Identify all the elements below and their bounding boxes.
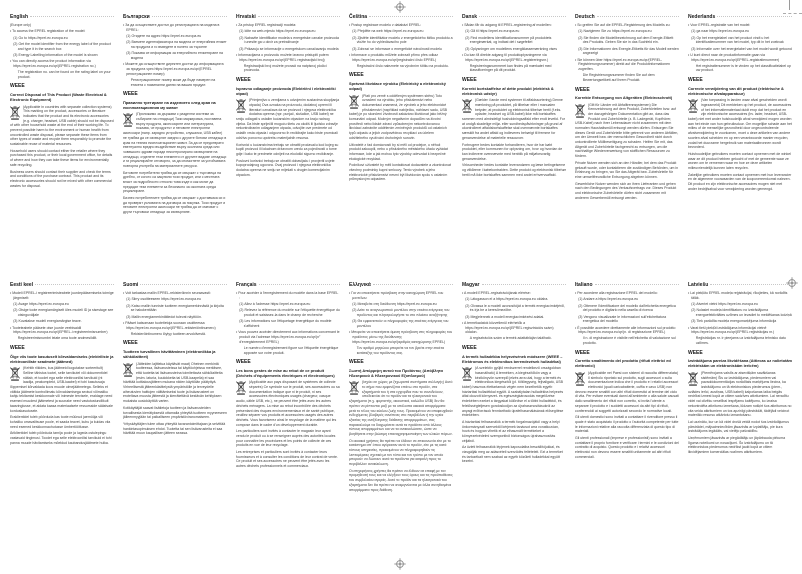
eprel-line: Registreringsnummeret kan findes på mærkatet med klassificeringer på dit produkt. bbox=[469, 63, 552, 73]
weee-title: Správná likvidace výrobku (Elektrický a elektronický odpad) bbox=[349, 80, 446, 92]
weee-title: Les bons gestes de mise au rebut de ce produit (Déchets d'équipements électriques et électroniques) bbox=[236, 367, 335, 378]
language-column bbox=[10, 282, 114, 447]
language-column bbox=[462, 14, 566, 179]
eprel-line: (3) Θα εμφανιστούν οι πληροφορίες της ετικέτας ενέργειας του μοντέλου bbox=[352, 319, 449, 328]
weee-title: Corretto smaltimento del prodotto (rifiuti elettrici ed elettronici) bbox=[575, 358, 671, 369]
eprel-section bbox=[349, 291, 453, 355]
eprel-line: (1) Отидете на адрес https://eprel.ec.europa.eu bbox=[126, 33, 202, 38]
weee-heading: WEEE bbox=[462, 77, 477, 84]
weee-heading: WEEE bbox=[123, 91, 138, 98]
weee-paragraph: Forbrugere bedes kontakte forhandleren, hvor de har købt produktet, eller kommunen for oplysning om, hvor og hvordan de kan indlevere ovennævnte med henblik på miljøforsvarlig genanvendelse. bbox=[462, 142, 563, 161]
eprel-line: (3) Die Informationen des Energie-Etiketts für das Modell werden angezeigt bbox=[578, 46, 679, 56]
registration-mark-bottom bbox=[394, 558, 406, 570]
weee-paragraph: Podnikoví uživatelé by měli kontaktovat dodavatele a zkontrolovat všechny podmínky kupní smlouvy. Tento výrobek a jeho elektronické příslušenství nesmí být likvidován spolu s ostatním průmyslovým odpadem. bbox=[349, 163, 451, 182]
weee-paragraph: Οι οικιακοί χρήστες θα πρέπει να έλθουν σε επικοινωνία είτε με το κατάστημα απ' όπου αγόρασαν αυτό το προϊόν, είτε με τις κατά τόπους υπηρεσίες, προκειμένου να πληροφορηθούν τις λεπτομέρειες σχετικά με τον τόπο και τον τρόπο με τον οποίο μπορούν να δώσουν αυτά τα προϊόντα για ασφαλή προς το περιβάλλον ανακύκλωση. bbox=[349, 438, 451, 467]
weee-title: Izstrādājuma pareiza likvidēšana (Attiecas uz nolietotām elektriskām un elektroniskām ierīcēm) bbox=[688, 358, 793, 369]
language-name-text: Français bbox=[236, 282, 257, 288]
eprel-line: Registracijski broj možete pronaći na natpisnoj pločici proizvoda. bbox=[243, 63, 327, 73]
weee-heading: WEEE bbox=[10, 345, 25, 352]
weee-heading: WEEE bbox=[349, 359, 364, 366]
eprel-line: • Sie können über https://eprel.ec.europa.eu/qr/(EPREL-Registrierungsnummer) direkt auf die Produktinformationen zugreifen. bbox=[575, 57, 671, 71]
language-column bbox=[123, 282, 227, 438]
eprel-section bbox=[462, 291, 566, 341]
weee-crossed-out-bin-icon bbox=[236, 99, 246, 113]
language-name bbox=[10, 14, 114, 20]
weee-heading: WEEE bbox=[462, 345, 477, 352]
language-column bbox=[688, 282, 792, 457]
weee-paragraph: Äriklientidel tuleb pöörduda tarnija poole ja lugeda ostulepingu vastavaid tingimusi. Toodet ega selle elektroonilisi tarvikuid ei tohi panna muude hävitamiseks mõeldud kaubandusjäätmete hulka. bbox=[10, 431, 112, 445]
eprel-line: Die Registrierungsnummer finden Sie auf dem Bewertungsetikett auf Ihrem Produkt. bbox=[582, 73, 655, 82]
eprel-line: • Vous pouvez accéder directement aux informations concernant le produit via l'adresse https://eprel.ec.europa.eu/qr/(n° d'enregistrement EPREL) bbox=[236, 330, 340, 344]
eprel-line: • Lai piekļūtu EPREL modeļa reģistrācijai, rīkojieties, kā norādīts tālāk. bbox=[688, 291, 788, 300]
weee-crossed-out-bin-icon bbox=[462, 367, 472, 381]
eprel-line: • Pour accéder à l'enregistrement du modèle dans la base EPREL : bbox=[236, 291, 339, 300]
weee-paragraph: Gli utenti professionali (imprese e professionisti) sono invitati a contattare il proprio fornitore e verificare i termini e le condizioni del contratto di acquisto. Questo prodotto e i relativi accessori elettronici non devono essere smaltiti unitamente ad altri rifiuti commerciali. bbox=[575, 435, 679, 459]
weee-heading: WEEE bbox=[236, 77, 251, 84]
eprel-line: (2) Op het energielabel van het product vindt u het identificatienummer van het model, typ dit in het zoekvak bbox=[691, 35, 784, 45]
weee-crossed-out-bin-icon bbox=[236, 381, 246, 395]
eprel-line: (3) Tiek parādīta modeļa energomarķējuma informācija bbox=[691, 319, 777, 324]
eprel-section bbox=[462, 23, 566, 73]
eprel-line: • Можете да осъществите директен достъп до информацията за продукта чрез https://eprel.ec.europa.eu/qr/(EPREL регистрационен номер) bbox=[123, 62, 224, 76]
eprel-line: (1) Μεταβείτε στη διεύθυνση https://eprel.ec.europa.eu bbox=[352, 301, 437, 306]
language-name-text: Suomi bbox=[123, 282, 139, 288]
weee-title: A termék hulladékba helyezésének módszere (WEEE – Elektromos és elektronikus berendezések hulladékai) bbox=[462, 353, 563, 364]
weee-paragraph: (Applicable aux pays disposant de systèmes de collecte séparés) Ce symbole sur le produit, ses accessoires ou sa documentation indique que ni le produit, ni ses accessoires électroniques usagés (chargeur, casque audio, câble USB, etc.), ne peuvent être jetés avec les autres déchets ménagers. La mise au rebut incontrôlée des déchets présentant des risques environnementaux et de santé publique, veuillez séparer vos produits et accessoires usagés des autres déchets. Vous favoriserez ainsi le recyclage de la matière qui les compose dans le cadre d'un développement durable. bbox=[236, 380, 340, 427]
language-name-text: Български bbox=[123, 14, 150, 20]
eprel-line: • Per accedere alla registrazione EPREL del modello: bbox=[575, 291, 658, 295]
weee-paragraph: (A szelektív gyűjtő rendszerrel rendelkező országokban használható) A terméken, a kiegészítőkön vagy a kézikönyvön szereplő jelzés arra utal, hogy a termék és elektronikus kiegészítői (pl. töltőegység, fejhallgató, USB kábel) hasznos élettartamuk végén nem kezelhetők egyéb háztartási hulladékkal együtt. A szabálytalan hulladékba helyezés által okozott környezet- és egészségkárosodás megelőzése érdekében ezeket a tárgyakat különítse el a többi hulladéktól, és felelősségteljesen gondoskodjon az újrahasznosításukról az anyagi erőforrások fenntartható újrafelhasználásának elősegítése érdekében. bbox=[462, 366, 564, 418]
weee-heading: WEEE bbox=[688, 349, 703, 356]
eprel-line: (3) Показва се информация за енергийното етикетиране на модела bbox=[126, 51, 224, 60]
eprel-line: Τον αριθμό μητρώου μπορείτε να τον βρείτε στην ετικέτα κατάταξης του προϊόντος σας. bbox=[356, 345, 444, 355]
eprel-line: (1) Siirry osoitteeseen https://eprel.ec.europa.eu bbox=[126, 297, 201, 302]
weee-paragraph: Бизнес потребителите трябва да се свържат с доставчика си и да проверят условията на договора за покупка. Този продукт и неговите електронни аксесоари не трябва да се смесват с други търговски отпадъци за изхвърляне. bbox=[123, 196, 226, 215]
weee-paragraph: (Jätteiden lajittelua käyttävät maat) Oheinen merkintä tuotteessa, lisävarusteissa tai käyttöohjeissa merkitsee, että tuotetta tai lisävarusteina toimitettavia sähkölaitteita (esim. laturia, kuulokkeita tai USB-kaapelia) ei saa hävittää kotitalousjätteen mukana niiden käyttöiän päätyttyä. Virheellisestä jätteenkäsittelystä ympäristölle ja terveydelle aiheutuvien haittojen välttämiseksi tuote ja lisävarusteet on eroteltava muusta jätteestä ja kierrätettävä kestävän kehityksen mukaista uusiokäyttöä varten. bbox=[123, 361, 223, 404]
eprel-section bbox=[688, 23, 792, 73]
eprel-line: Регистрационният номер може да бъде намерен на етикета с номинални данни на вашия продукт. bbox=[130, 77, 216, 87]
language-name-text: Hrvatski bbox=[236, 14, 256, 20]
language-row-1 bbox=[10, 14, 792, 217]
language-column bbox=[462, 282, 566, 466]
language-name bbox=[462, 282, 566, 288]
eprel-line: (2) Otsige toote energiamärgiselt üles mudeli ID ja sisestage see otsinguväljale bbox=[13, 308, 114, 317]
eprel-line: • Μπορείτε να αποκτήσετε άμεση πρόσβαση στις πληροφορίες του προϊόντος μέσω της διεύθυνσης https://eprel.ec.europa.eu/qr/(αριθμός καταχώρισης EPREL) bbox=[349, 330, 453, 344]
eprel-line: (3) Kuvatakse mudeli energiamärgise teave. bbox=[13, 319, 82, 324]
weee-body bbox=[349, 94, 453, 184]
weee-body bbox=[349, 380, 453, 494]
language-name-text: Ελληνικά bbox=[349, 282, 371, 288]
eprel-line: (2) Find modellens identifikationsnummer på produktets energimærkat, og indtast det i søgefeltet bbox=[465, 35, 552, 45]
eprel-line: Het registratienummer is te vinden op het classificatielabel op uw product. bbox=[695, 63, 791, 73]
eprel-line: (1) ga naar https://eprel.ec.europa.eu bbox=[691, 29, 749, 34]
weee-paragraph: Virksomheder bedes kontakte leverandøren og læse betingelserne og vilkårene i købekontrakten. Dette produkt og elektronisk tilbehør hertil må ikke bortskaffes sammen med andet erhvervsaffald. bbox=[462, 163, 566, 177]
eprel-section bbox=[236, 291, 340, 355]
weee-heading: WEEE bbox=[236, 359, 251, 366]
weee-paragraph: Poslovni korisnici trebaju se obratiti dobavljaču i provjeriti uvjete kupoprodajnog ugovora. Ovaj proizvod i njegova elektronička dodatna oprema ne smiju se miješati s drugim komercijalnim otpadom. bbox=[236, 158, 335, 177]
eprel-line: (2) Zjistěte identifikátor modelu z energetického štítku produktu a vložte ho do vyhledávacího pole bbox=[352, 35, 453, 45]
eprel-section bbox=[123, 23, 227, 87]
language-column bbox=[123, 14, 227, 217]
weee-crossed-out-bin-icon bbox=[575, 372, 585, 386]
language-name-text: Nederlands bbox=[688, 14, 716, 20]
weee-paragraph: Les entreprises et particuliers sont invités à contacter leurs fournisseurs et à consulter les conditions de leur contrat de vente. Ce produit et ses accessoires ne peuvent être jetés avec les autres déchets professionnels et commerciaux. bbox=[236, 450, 338, 469]
eprel-line: (1) Navigieren Sie zu https://eprel.ec.europa.eu bbox=[578, 29, 652, 34]
weee-paragraph: (Piemērojams valstīs ar atsevišķām savākšanas sistēmām) Šis uz izstrādājuma, piederumiem vai pavaddokumentācijas norādītais marķējums liecina, ka izstrādājumu un tā elektroniskos piederumus (piem., uzlādes ierīci, austiņas, USB kabeli) kalpošanas laika beigās nedrīkst izmest kopā ar citiem sadzīves atkritumiem. Lai neradītu videi vai cilvēku veselībai iespējamu kaitējumu, ko izraisa nekontrolēta atkritumu izmešana, lūdzam nošķirt šos atkritumus no cita veida atkritumiem un tos apzinīgi pārstrādāt, tādējādi veicinot materiālo resursu atkārtotu izmantošanu. bbox=[688, 371, 792, 418]
language-name-text: English bbox=[10, 14, 29, 20]
weee-crossed-out-bin-icon bbox=[10, 367, 20, 381]
language-column bbox=[575, 282, 679, 461]
weee-paragraph: (Gilt für Länder mit Abfalltrennsystemen) Die Kennzeichnung auf dem Produkt, Zubehörteilen bzw. auf der dazugehörigen Dokumentation gibt an, dass das Produkt und Zubehörteile (z. B. Ladegerät, Kopfhörer, USB-Kabel) nach ihrer Lebensdauer nicht zusammen mit dem normalen Haushaltsmüll entsorgt werden dürfen. Entsorgen Sie dieses Gerät und Zubehörteile bitte getrennt von anderen Abfällen, um der Umwelt bzw. der menschlichen Gesundheit nicht durch unkontrollierte Müllbeseitigung zu schaden. Helfen Sie mit, das Altgerät und Zubehörteile fachgerecht zu entsorgen, um die nachhaltige Wiederverwertung von stofflichen Ressourcen zu fördern. bbox=[575, 102, 679, 159]
eprel-line: (2) Вземете идентификатора на модела от енергийния етикет на продукта и го въведете в полето за търсене bbox=[126, 40, 227, 49]
weee-body bbox=[10, 105, 114, 191]
language-name-text: Italiano bbox=[575, 282, 593, 288]
language-column bbox=[236, 14, 340, 179]
language-name bbox=[575, 14, 679, 20]
weee-paragraph: (Platí pro země s odděleným systémem sběru) Toto označení na výrobku, jeho příslušenství nebo dokumentaci znamená, že výrobek a jeho elektronické příslušenství (například nabíječku, náhlavní sadu, USB kabel) je po skončení životnosti zakázáno likvidovat jako běžný komunální odpad. Možným negativním dopadům na životní prostředí nebo lidské zdraví způsobeným nekontrolovanou likvidací zabráníte oddělením zmíněných produktů od ostatních typů odpadu a jejich zodpovědnou recyklací za účelem udržitelného využívání druhotných surovin. bbox=[349, 93, 448, 140]
eprel-line: • Informace o produktu můžete zobrazit přímo přes odkaz https://eprel.ec.europa.eu/qr/(registrační číslo EPREL) bbox=[349, 52, 438, 62]
eprel-line: • Varat tieši piekļūt izstrādājuma informācijai vietnē https://eprel.ec.europa.eu/qr/(EPREL reģistrācijas nr.) bbox=[688, 325, 775, 335]
eprel-line: Registrační číslo naleznete na výrobním štítku na produktu. bbox=[356, 63, 449, 68]
language-row-2 bbox=[10, 282, 792, 494]
eprel-line: • To access the EPREL registration of the model: bbox=[10, 29, 86, 34]
eprel-line: (3) Megjelennek a modell energiacímkézési adatai. bbox=[465, 314, 545, 319]
weee-paragraph: Lai uzzinātu, kur un kā videi drošā veidā nodot šos izstrādājumus pārstrādei, mājsaimniecībām jāsazinās ar izplatītāju, pie kura izstrādājums iegādāts, vai vietējo pašvaldību. bbox=[688, 419, 789, 434]
eprel-line: Registreerimisnumbri leiate oma toote andmesildilt. bbox=[17, 336, 98, 341]
eprel-line: (1) Andare a https://eprel.ec.europa.eu bbox=[578, 297, 639, 302]
eprel-line: (2) Get the model identifier from the energy label of the product and type it in the search box bbox=[13, 41, 111, 51]
eprel-section bbox=[10, 291, 114, 341]
weee-paragraph: (Ισχύει σε χώρες με ξεχωριστά συστήματα συλλογής) Αυτό το σήμα που εμφανίζεται επάνω στο προϊόν, στα εξαρτήματά του ή στα εγχειρίδια που το συνοδεύουν, υποδεικνύει ότι το προϊόν και τα ηλεκτρονικά του εξαρτήματα (π.χ. φορτιστής, ακουστικά, καλώδιο USB) δεν θα πρέπει να ρίπτονται μαζί με τα υπόλοιπα οικιακά απορρίμματα μετά το τέλος του κύκλου ζωής τους. Προκειμένου να αποφευχθούν ενδεχόμενες βλαβερές συνέπειες στο περιβάλλον ή την υγεία εξαιτίας της ανεξέλεγκτης διάθεσης απορριμμάτων, σας παρακαλούμε να διαχωρίσετε αυτά τα προϊόντα από άλλους τύπους απορριμμάτων και να τα ανακυκλώσετε, ώστε να βοηθήσετε στην βιώσιμη επαναχρησιμοποίηση των υλικών πόρων. bbox=[349, 380, 453, 436]
language-name-text: Magyar bbox=[462, 282, 480, 288]
weee-paragraph: (Applicabile nei Paesi con sistemi di raccolta differenziata) Il simbolo riportato sul prodotto, sugli accessori o sulla documentazione indica che il prodotto e i relativi accessori elettronici (quali caricabatterie, cuffia e cavo USB) non devono essere smaltiti con altri rifiuti domestici al termine del ciclo di vita. Per evitare eventuali danni all'ambiente o alla salute causati dallo smaltimento dei rifiuti non corretto, si invita l'utente a separare il prodotto e i suddetti accessori da altri tipi di rifiuti, conferendoli ai soggetti autorizzati secondo le normative locali. bbox=[575, 371, 679, 413]
language-column bbox=[236, 282, 340, 471]
weee-title: Õige viis toote kasutuselt kõrvaldamiseks (elektriliste ja elektrooniliste seadmete jäätmed) bbox=[10, 353, 114, 364]
weee-body bbox=[575, 371, 679, 461]
weee-paragraph: Household users should contact either the retailer where they purchased this product, or their local government office, for details of where and how they can take these items for environmentally safe recycling. bbox=[10, 148, 113, 167]
weee-title: Ispravno odlaganje proizvoda (Električni i elektronički otpad) bbox=[236, 85, 336, 96]
eprel-line: (2) Olvassa le a modell azonosítóját a termék energiacímkéjéről, és írja be a keresőmezőbe. bbox=[465, 303, 565, 313]
language-name bbox=[123, 14, 227, 20]
weee-title: Korrekte Entsorgung von Altgeräten (Elektroschrott) bbox=[575, 95, 673, 101]
eprel-line: (2) Ottenere l'identificatore del modello dall'etichetta energetica del prodotto e digitarlo nella casella di ricerca bbox=[578, 303, 676, 313]
eprel-line: Rekisteröintinumero löytyy tuotteen arvokilvestä. bbox=[130, 331, 206, 336]
weee-heading: WEEE bbox=[349, 72, 364, 79]
weee-title: Σωστή Απόρριψη αυτού του Προϊόντος (Απόβλητα Ηλεκτρικού & Ηλεκτρονικού Εξοπλισμού) bbox=[349, 367, 443, 378]
eprel-line: • È possibile accedere direttamente alle informazioni sul prodotto https://eprel.ec.europa.eu/qr/(n. di registrazione EPREL) bbox=[575, 325, 676, 335]
eprel-line: (3) Zobrazí se informace o energetické náročnosti modelu bbox=[352, 46, 442, 51]
weee-paragraph: Business users should contact their supplier and check the terms and conditions of the purchase contract. This product and its electronic accessories should not be mixed with other commercial wastes for disposal. bbox=[10, 169, 112, 188]
eprel-line: • Sådan får du adgang til EPREL-registrering af modellen: bbox=[462, 23, 552, 27]
language-column bbox=[349, 282, 453, 494]
eprel-line: (3) Vengono visualizzate le informazioni sull'etichettatura energetica del modello bbox=[578, 314, 667, 324]
weee-body bbox=[236, 380, 340, 470]
eprel-line: • Du kan få direkte adgang til produktoplysningerne via https://eprel.ec.europa.eu/qr/(EPREL-registreringsnr.) bbox=[462, 52, 549, 62]
language-name bbox=[236, 282, 340, 288]
eprel-line: • Για να αποκτήσετε πρόσβαση στην καταχώριση EPREL του μοντέλου: bbox=[349, 291, 444, 300]
weee-title: Correct Disposal of This Product (Waste Electrical & Electronic Equipment) bbox=[10, 91, 107, 103]
eprel-line: • Voit tarkastaa mallin EPREL-rekisteröinnin seuraavasti: bbox=[123, 291, 211, 295]
eprel-line: • За да осъществите достъп до регистрацията на модела в EPREL: bbox=[123, 23, 220, 32]
weee-crossed-out-bin-icon bbox=[349, 95, 359, 109]
language-name bbox=[236, 14, 340, 20]
eprel-line: Le numéro d'enregistrement figure sur l'étiquette énergétique apposée sur votre produit. bbox=[243, 345, 339, 355]
eprel-line: Il n. di registrazione è visibile nell'etichetta di valutazione sul prodotto. bbox=[582, 336, 676, 346]
weee-paragraph: (Applicable in countries with separate collection systems) This marking on the product, accessories or literature indicates that the product and its electronic accessories (e.g. charger, headset, USB cable) should not be disposed of with other household waste at the end of their working life. To prevent possible harm to the environment or human health from uncontrolled waste disposal, please separate these items from other types of waste and recycle them responsibly to promote the sustainable reuse of material resources. bbox=[10, 104, 114, 147]
weee-heading: WEEE bbox=[575, 86, 590, 93]
language-name-text: Čeština bbox=[349, 14, 368, 20]
registration-mark-top bbox=[394, 1, 406, 13]
eprel-section bbox=[123, 291, 227, 336]
eprel-section bbox=[236, 23, 340, 73]
weee-paragraph: Huishoudelijke gebruikers moeten contact opnemen met de winkel waar ze dit product hebben gekocht of met de gemeente waar ze wonen om te vernemen waar en hoe ze deze artikelen milieuvriendelijk kunnen laten recyclen. bbox=[688, 151, 791, 170]
weee-body bbox=[123, 362, 227, 438]
weee-paragraph: Private Nutzer wenden sich an den Händler, bei dem das Produkt gekauft wurde, oder kontaktieren die zuständigen Behörden, um in Erfahrung zu bringen, wo Sie das Altgerät bzw. Zubehörteile für eine umweltfreundliche Entsorgung abgeben können. bbox=[575, 160, 679, 179]
weee-body bbox=[10, 366, 114, 447]
weee-crossed-out-bin-icon bbox=[462, 99, 472, 113]
eprel-line: (2) Nabavite identifikator modela s energetske oznake proizvoda i unesite ga u okvir za pretraživanje bbox=[239, 35, 339, 45]
eprel-line: • Pääset katsomaan tuotetietoja suoraan osoitteessa https://eprel.ec.europa.eu/qr/(EPREL-rekisteröintinumero) bbox=[123, 320, 216, 330]
weee-paragraph: Yrityskäyttäjien tulee ottaa yhteyttä tavarantoimittajaan ja selvittää hankintasopimuksen ehdot. Tuotetta tai sen lisävarusteita ei saa hävittää muun kaupallisen jätteen seassa. bbox=[123, 421, 226, 436]
weee-body bbox=[688, 371, 792, 457]
crop-mark-vertical bbox=[789, 0, 790, 10]
weee-body bbox=[123, 112, 227, 216]
eprel-line: (3) Mallin energiamerkintätiedot tulevat näyttöön. bbox=[126, 314, 202, 319]
eprel-line: (1) Avage https://eprel.ec.europa.eu bbox=[13, 301, 69, 306]
weee-crossed-out-bin-icon bbox=[123, 363, 133, 377]
eprel-line: • Mudeli EPREL-i registreerimisteabele juurdepääsemiseks toimige järgmiselt: bbox=[10, 291, 114, 300]
language-name bbox=[462, 14, 566, 20]
eprel-line: (1) Idite na web-mjesto https://eprel.ec.europa.eu bbox=[239, 29, 316, 34]
weee-heading: WEEE bbox=[10, 83, 25, 90]
eprel-line: (1) Látogasson el a https://eprel.ec.europa.eu oldalra. bbox=[465, 297, 549, 302]
weee-title: Правилно третиране на изделието след края на експлоатационния му живот bbox=[123, 99, 216, 110]
language-name-text: Latviešu bbox=[688, 282, 709, 288]
weee-title: Korrekt bortskaffelse af dette produkt (elektrisk & elektronisk udstyr) bbox=[462, 85, 554, 96]
eprel-line: • Voor EPREL-registratie van het model: bbox=[688, 23, 751, 27]
weee-paragraph: Битовите потребители трябва да се свържат с търговеца на дребно, от когото са закупили този продукт, или с местната власт за подробности относно това къде и как могат да предадат тези елементи за безопасно за околната среда рециклиране. bbox=[123, 170, 221, 194]
eprel-section bbox=[688, 291, 792, 346]
weee-paragraph: (Primjenjivo u zemljama s odvojenim sustavima skupljanja otpada) Ova oznaka na proizvodu, dodatnoj opremi ili literaturi označava da se proizvod i njegova elektronička dodatna oprema (npr. punjač, slušalice, USB kabel) ne smiju odlagati s ostalim kućanskim otpadom na kraju radnog vijeka. Da biste spriječili moguću štetu za okoliš ili ljudsko zdravlje nekontroliranim odlaganjem otpada, odvojite ove predmete od ostalih vrsta otpada i odgovorno ih reciklirajte kako biste promicali održivu ponovnu upotrebu materijalnih resursa. bbox=[236, 98, 340, 140]
language-name bbox=[349, 14, 453, 20]
weee-paragraph: (Gælder i lande med systemer til affaldssortering) Denne mærkning på produktet, på tilbehør eller i manualen betyder, at produktet og elektronisk tilbehør hertil (f.eks. oplader, headset og USB-kabel) ikke må bortskaffes sammen med almindeligt husholdningsaffald efter endt levetid. For at undgå skadelige miljø- eller sundhedspåvirkninger på grund af ukontrolleret affaldsbortskaffelse skal ovennævnte bortskaffes særskilt fra andet affald og indleveres behørigt til fremme for genanvendelse af materielle ressourcer. bbox=[462, 98, 566, 140]
weee-title: Tuotteen turvallinen hävittäminen (elektroniikka ja sähkölaitteet) bbox=[123, 348, 216, 360]
eprel-line: (3) Oplysninger om modellens energiklassemærkning vises bbox=[465, 46, 558, 51]
eprel-line: (1) Go to https://eprel.ec.europa.eu bbox=[13, 35, 68, 40]
language-name-text: Deutsch bbox=[575, 14, 595, 20]
language-name bbox=[688, 14, 792, 20]
eprel-line: • Informacijama o proizvodu možete izravno pristupiti putem https://eprel.ec.europa.eu/qr/(EPREL registracijski broj) bbox=[236, 52, 329, 62]
weee-paragraph: Korisnici u kućanstvima trebaju se obratiti prodavaču kod kojeg su kupili proizvod ili lokalnom državnom uredu za pojedinosti o tome gdje i kako te predmete odnijeti na ekološki sigurno recikliranje. bbox=[236, 142, 339, 156]
weee-paragraph: Kotikäyttäjät saavat lisätietoja tuotteen ja lisävarusteiden turvallisesta kierrätyksestä ottamalla yhteyttä tuotteen myyneeseen jälleenmyyjään tai paikalliseen ympäristöviranomaiseen. bbox=[123, 405, 227, 420]
weee-title: Correcte verwijdering van dit product (elektrische & elektronische afvalapparatuur) bbox=[688, 85, 784, 96]
weee-paragraph: (Kehtib riikides, kus jäätmeid kogutakse sorteeritult) Selline tähistus tootel, selle tarvikutel või dokumentidel näitab, et toodet ega selle elektroonilisi tarvikuid (nt laadija, peakomplekt, USB-kaabel) ei tohi kasutusaja lõppemisel kõrvaldada koos muude olmejäätmetega. Selleks et vältida jäätmete kontrollimatu kõrvaldamisega seotud võimaliku kahju tekitamist keskkonnale või inimeste tervisele, eraldage need esemed muudest jäätmetest ja suunake need vastutustundlikult taasringlusse, et aidata kaasa materiaalsete ressursside säästvale korduskasutusele. bbox=[10, 366, 113, 413]
eprel-line: • A modell EPREL-regisztrációjának elérése: bbox=[462, 291, 531, 295]
eprel-line: (3) Energy Labelling information of the model is shown bbox=[13, 52, 98, 57]
eprel-line: (2) Sie finden die Modellbezeichnung auf dem Energie-Etikett des Produkts. Geben Sie sie in das Suchfeld ein. bbox=[578, 35, 674, 45]
eprel-section bbox=[575, 291, 679, 346]
eprel-section bbox=[349, 23, 453, 68]
eprel-section bbox=[10, 23, 114, 79]
weee-paragraph: Uzņēmumiem jāsazinās ar piegādātāju un jāpārbauda pirkuma līguma noteikumi un nosacījumi. Šo izstrādājumu un tā elektroniskos piederumus nedrīkst jaukt kopā ar citiem likvidējamiem komerciālas nozīmes atkritumiem. bbox=[688, 435, 786, 454]
eprel-line: (2) Relevez la référence du modèle sur l'étiquette énergétique du produit et saisissez-la dans le champ de recherche bbox=[239, 308, 340, 317]
weee-body bbox=[688, 98, 792, 193]
eprel-line: • Za pristup EPREL registraciji modela: bbox=[236, 23, 297, 27]
weee-body bbox=[236, 98, 340, 179]
weee-paragraph: A háztartási felhasználók a termék forgalmazójától vagy a helyi önkormányzati szervektől kérjenek tanácsot arra vonatkozóan, hová és hogyan vihetik el az elhasznált termékeket a környezetvédelmi szempontból biztonságos újrahasznosítás céljából. bbox=[462, 419, 560, 443]
eprel-line: (Europe only) bbox=[10, 23, 32, 27]
weee-paragraph: Uživatelé z řad domácností by si měli od prodejce, u něhož produkt zakoupili, nebo u příslušného městského úřadu vyžádat informace, kde a jak mohou tyto výrobky odevzdat k bezpečné ekologické recyklaci. bbox=[349, 142, 448, 161]
language-column bbox=[688, 14, 792, 193]
eprel-line: (1) Gå til https://eprel.ec.europa.eu bbox=[465, 29, 520, 34]
eprel-line: The registration no. can be found on the rating label on your product. bbox=[17, 70, 111, 79]
eprel-line: (2) Δείτε το αναγνωριστικό μοντέλου στην ετικέτα ενέργειας του προϊόντος και πληκτρολογήστε το στο πλαίσιο αναζήτησης bbox=[352, 308, 450, 317]
weee-crossed-out-bin-icon bbox=[575, 104, 585, 118]
weee-heading: WEEE bbox=[575, 349, 590, 356]
eprel-line: • You can directly access the product information via https://eprel.ec.europa.eu/qr/(EPREL registration no.) bbox=[10, 59, 96, 68]
weee-crossed-out-bin-icon bbox=[688, 99, 698, 113]
eprel-line: • Tooteteabele pääsete otse juurde veebisaidil https://eprel.ec.europa.eu/qr/(EPREL-i registreerimisnumber) bbox=[10, 325, 108, 335]
weee-body bbox=[462, 98, 566, 179]
language-column bbox=[10, 14, 114, 190]
eprel-line: (3) Informatie over het energielabel van het model wordt getoond bbox=[691, 46, 792, 51]
weee-paragraph: (Van toepassing in landen waar afval gescheiden wordt ingezameld) Dit merkteken op het product, de accessoires of het informatiemateriaal duidt erop dat het product en zijn elektronische accessoires (bv. lader, headset, USB-kabel) niet met ander huishoudelijk afval verwijderd mogen worden aan het einde van hun gebruiksduur. Om mogelijke schade aan het milieu of de menselijke gezondheid door ongecontroleerde afvalverwijdering te voorkomen, moet u deze artikelen van andere soorten afval scheiden en op een verantwoorde manier recyclen, zodat het duurzame hergebruik van materiaalbronnen wordt bevorderd. bbox=[688, 98, 792, 150]
language-name bbox=[10, 282, 114, 288]
eprel-line: • A termékadatok közvetlenül elérhetők a https://eprel.ec.europa.eu/qr/(EPREL regisztrációs szám) oldalon. bbox=[462, 320, 554, 335]
eprel-line: • U kunt direct naar de productinformatie gaan via https://eprel.ec.europa.eu/qr/(EPREL-registratienummer) bbox=[688, 52, 780, 62]
weee-paragraph: Az üzleti felhasználók lépjenek kapcsolatba beszállítójukkal, és vizsgálják meg az adásvételi szerződés feltételeit. Ezt a terméket és tartozékait nem szabad az egyéb közületi hulladékkal együtt kezelni. bbox=[462, 445, 563, 464]
language-name bbox=[349, 282, 453, 288]
weee-paragraph: Eraklientidel tuleb pöörduda kas toote müünud jaemüüja või kohaliku omavalitsuse poole, et saada teavet, kuhu ja kuidas viia need esemed keskkonnaohutusse ümbertöötlusse. bbox=[10, 415, 111, 429]
eprel-line: Reģistrācijas nr. ir pieejams uz izstrādājuma tehnisko datu uzlīmes. bbox=[695, 336, 786, 346]
weee-crossed-out-bin-icon bbox=[349, 381, 359, 395]
eprel-line: • Postup registrace modelu v databázi EPREL: bbox=[349, 23, 422, 27]
weee-paragraph: (Приложимо за държави с разделни системи за събиране на отпадъци) Тази маркировка, поставена върху продукта, аксесоарите или литературата, показва, че продуктът и неговите електронни аксесоари (напр. зарядно устройство, слушалки, USB кабел) не трябва да се изхвърлят заедно с другите битови отпадъци в края на техния експлоатационен живот. За да се предотврати евентуално вредно въздействие върху околната среда или човешкото здраве поради неконтролирано изхвърляне на отпадъци, отделете тези елементи от другите видове отпадъци и ги рециклирайте отговорно, за да спомогнете за устойчивата повторна употреба на материалните ресурси. bbox=[123, 112, 227, 168]
weee-paragraph: Les particuliers sont invités à contacter le magasin leur ayant vendu le produit ou à se renseigner auprès des autorités locales pour connaître les procédures et les points de collecte de ces produits en vue de leur recyclage. bbox=[236, 429, 336, 448]
language-column bbox=[349, 14, 453, 184]
weee-heading: WEEE bbox=[688, 77, 703, 84]
eprel-line: (3) Les informations sur l'étiquetage énergétique du modèle s'affichent bbox=[239, 319, 332, 328]
language-name bbox=[123, 282, 227, 288]
weee-body bbox=[462, 366, 566, 466]
eprel-section bbox=[575, 23, 679, 83]
weee-paragraph: Οι επιχειρήσεις-χρήστες θα πρέπει να έλθουν σε επαφή με τον προμηθευτή τους και να ελέγξουν τους όρους και τις προϋποθέσεις του συμβολαίου αγοράς. Αυτό το προϊόν και τα ηλεκτρονικά του εξαρτήματα δεν θα πρέπει να αναμιγνύονται με άλλα συνηθισμένα απορρίμματα προς διάθεση. bbox=[349, 468, 453, 492]
eprel-line: (1) Přejděte na web https://eprel.ec.europa.eu bbox=[352, 29, 424, 34]
eprel-line: (1) Atveriet vietni https://eprel.ec.europa.eu bbox=[691, 301, 758, 306]
language-name-text: Dansk bbox=[462, 14, 478, 20]
language-name bbox=[688, 282, 792, 288]
weee-heading: WEEE bbox=[123, 340, 138, 347]
weee-crossed-out-bin-icon bbox=[123, 113, 133, 127]
eprel-line: A regisztrációs szám a termék adattábláján található. bbox=[469, 336, 552, 341]
eprel-line: (2) Nolasiet modeļa identifikatoru no izstrādājuma energoefektivitātes uzlīmes un ievadiet to meklēšanas lodziņā bbox=[691, 308, 792, 317]
weee-crossed-out-bin-icon bbox=[688, 372, 698, 386]
eprel-line: (1) Allez à l'adresse https://eprel.ec.europa.eu bbox=[239, 301, 311, 306]
eprel-line: (2) Katso mallin tunniste tuotteen energiamerkinnästä ja kirjoita se hakukenttään bbox=[126, 303, 224, 313]
weee-paragraph: Gli utenti domestici sono invitati a contattare il rivenditore presso il quale è stato acquistato il prodotto o l'autorità competente per tutte le informazioni relative alla raccolta differenziata di questo tipo di materiali. bbox=[575, 415, 679, 434]
language-column bbox=[575, 14, 679, 202]
language-name-text: Eesti keel bbox=[10, 282, 34, 288]
weee-paragraph: Zakelijke gebruikers moeten contact opnemen met hun leverancier en de algemene voorwaarden van de koopovereenkomst nalezen. Dit product en zijn elektronische accessoires mogen niet met ander bedrijfsafval voor verwijdering worden gemengd. bbox=[688, 172, 792, 191]
weee-body bbox=[575, 103, 679, 203]
language-name bbox=[575, 282, 679, 288]
eprel-line: (3) Prikazuju se informacije o energetskom označavanju modela bbox=[239, 46, 339, 51]
eprel-line: • So greifen Sie auf die EPREL-Registrierung des Modells zu: bbox=[575, 23, 671, 27]
weee-crossed-out-bin-icon bbox=[10, 106, 20, 120]
weee-paragraph: Gewerbliche Nutzer wenden sich an ihren Lieferanten und gehen nach den Bedingungen des Verkaufsvertrags vor. Dieses Produkt und elektronische Zubehörteile dürfen nicht zusammen mit anderem Gewerbemüll entsorgt werden. bbox=[575, 181, 677, 200]
